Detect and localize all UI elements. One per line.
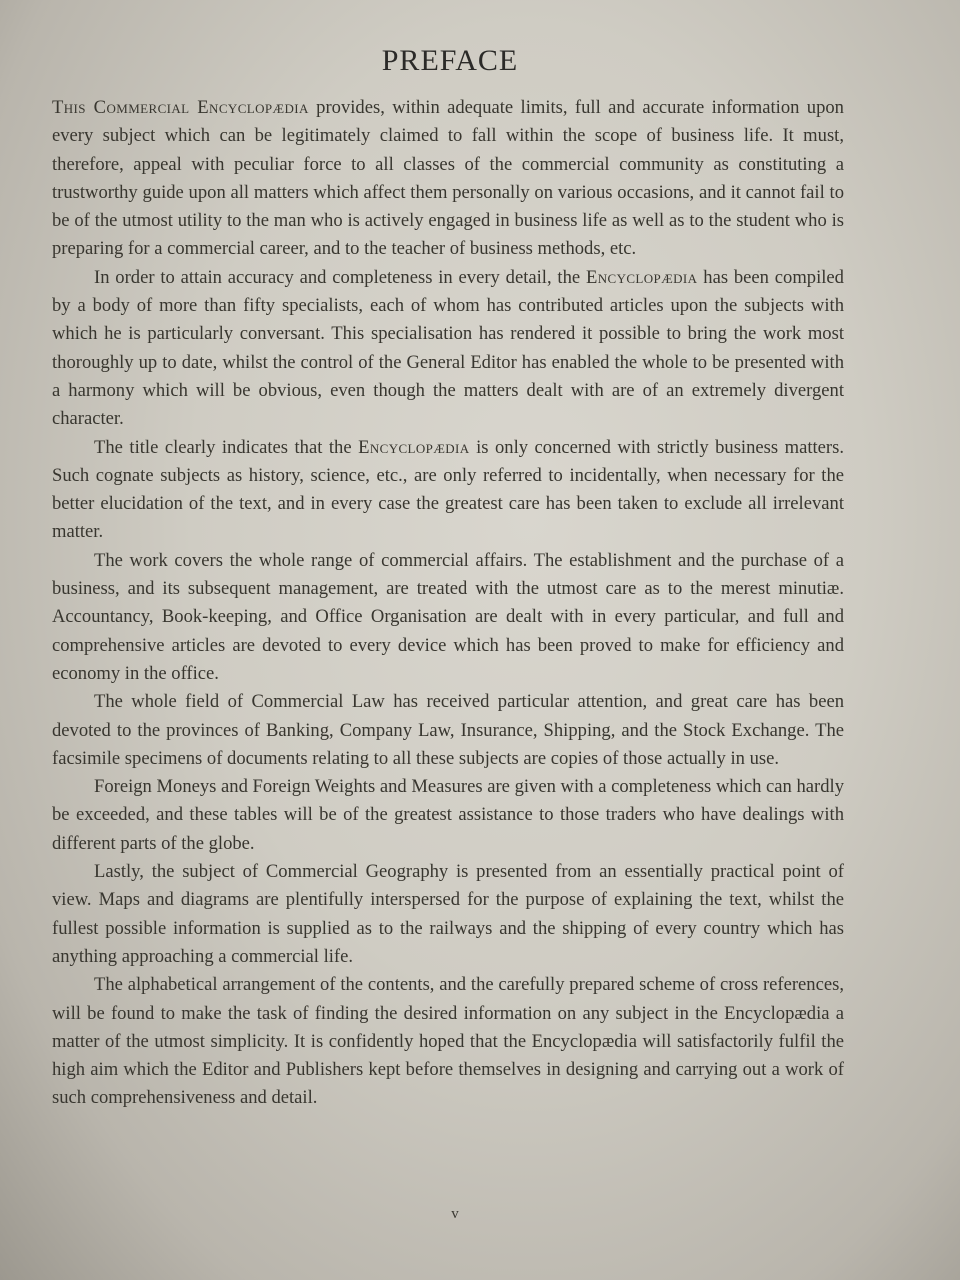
paragraph-5	[52, 688, 844, 773]
paragraph-2-encyclopaedia: Encyclopædia	[585, 266, 698, 288]
paragraph-3-text-a: The title clearly indicates that the	[94, 436, 359, 458]
paragraph-1	[52, 94, 844, 264]
preface-body	[52, 94, 844, 1113]
paragraph-1-opening: This Commercial Encyclopædia	[52, 97, 309, 118]
paragraph-3-text-b: is only concerned with strictly business matters. Such cognate subjects as history, science, etc., are only referred to incidentally, when necessary for the better elucidation of the text, and in every case the greatest care has been taken to exclude all irrelevant matter.	[52, 436, 844, 543]
paragraph-3	[52, 434, 844, 547]
paragraph-7-text: Lastly, the subject of Commercial Geography is presented from an essentially practical point of view. Maps and diagrams are plentifully interspersed for the purpose of explaining the text, whilst the fullest possible information is supplied as to the railways and the shipping of every country which has anything approaching a commercial life.	[52, 861, 844, 967]
paragraph-8	[52, 971, 844, 1112]
paragraph-2-text-a: In order to attain accuracy and completeness in every detail, the	[94, 266, 586, 288]
paragraph-3-encyclopaedia: Encyclopædia	[358, 436, 470, 458]
paragraph-2-text-b: has been compiled by a body of more than fifty specialists, each of whom has contributed articles upon the subjects with which he is particularly conversant. This specialisation has rendered it possible to bring the work most thoroughly up to date, whilst the control of the General Editor has enabled the whole to be presented with a harmony which will be obvious, even though the matters dealt with are of an extremely divergent character.	[52, 266, 844, 430]
paragraph-4-text: The work covers the whole range of commercial affairs. The establishment and the purchase of a business, and its subsequent management, are treated with the utmost care as to the merest minutiæ. Accountancy, Book-keeping, and Office Organisation are dealt with in every particular, and full and comprehensive articles are devoted to every device which has been proved to make for efficiency and economy in the office.	[52, 549, 844, 684]
paragraph-1-text: provides, within adequate limits, full and accurate information upon every subject which can be legitimately claimed to fall within the scope of business life. It must, therefore, appeal with peculiar force to all classes of the commercial community as constituting a trustworthy guide upon all matters which affect them personally on various occasions, and it cannot fail to be of the utmost utility to the man who is actively engaged in business life as well as to the student who is preparing for a commercial career, and to the teacher of business methods, etc.	[52, 97, 844, 260]
page-title: PREFACE	[381, 44, 519, 77]
page-number: v	[451, 1206, 459, 1222]
paragraph-6-text: Foreign Moneys and Foreign Weights and Measures are given with a completeness which can hardly be exceeded, and these tables will be of the greatest assistance to those traders who have dealings with different parts of the globe.	[52, 776, 844, 854]
paragraph-4	[52, 547, 844, 688]
paragraph-7	[52, 858, 844, 971]
paragraph-8-text: The alphabetical arrangement of the contents, and the carefully prepared scheme of cross references, will be found to make the task of finding the desired information on any subject in the Encyclopædia a matter of the utmost simplicity. It is confidently hoped that the Encyclopædia will satisfactorily fulfil the high aim which the Editor and Publishers kept before themselves in designing and carrying out a work of such comprehensiveness and detail.	[52, 974, 844, 1109]
paragraph-2	[52, 264, 844, 434]
paragraph-5-text: The whole field of Commercial Law has received particular attention, and great care has been devoted to the provinces of Banking, Company Law, Insurance, Shipping, and the Stock Exchange. The facsimile specimens of documents relating to all these subjects are copies of those actually in use.	[52, 691, 844, 769]
paragraph-6	[52, 773, 844, 858]
